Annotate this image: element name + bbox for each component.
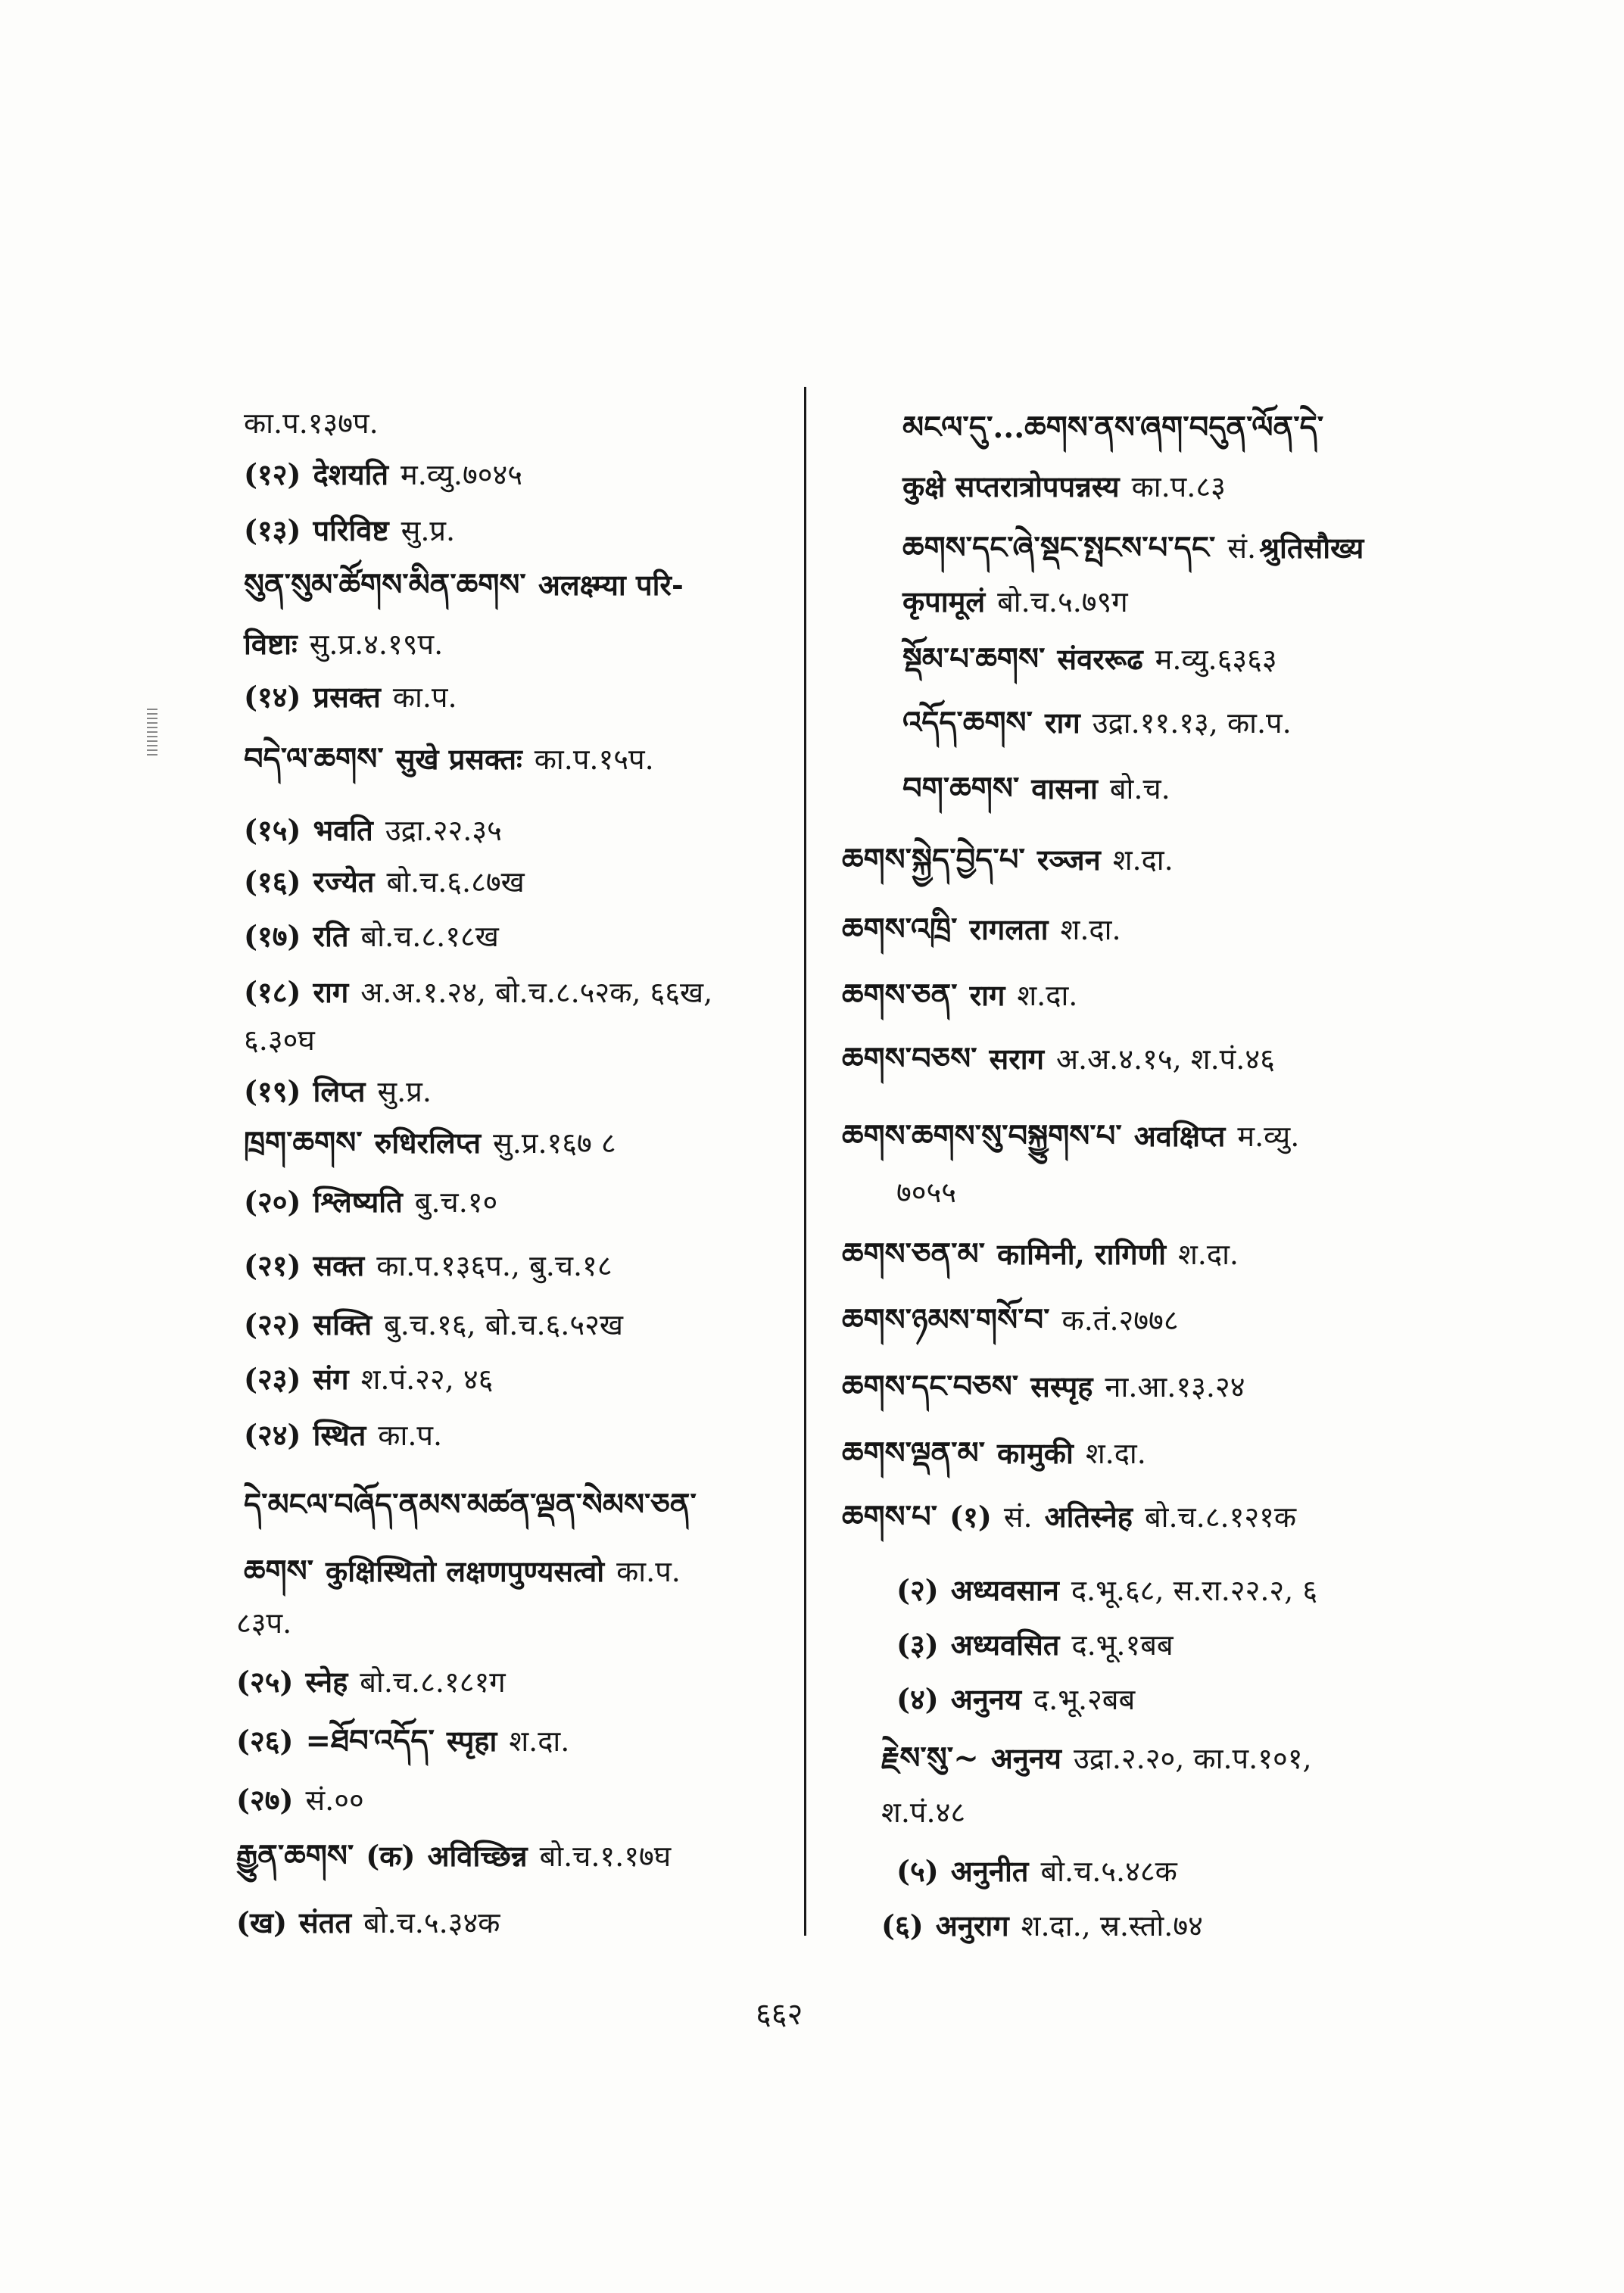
reference: सु.प्र.१६७ ८ [493, 1126, 616, 1160]
right-line-15 [842, 1368, 1257, 1406]
sanskrit-term: लिप्त [313, 1074, 366, 1108]
reference: ७०५५ [896, 1176, 957, 1209]
left-line-11 [244, 1021, 327, 1059]
left-line-14 [244, 1183, 510, 1221]
right-line-10 [842, 1040, 1287, 1078]
left-line-12 [244, 1073, 444, 1111]
sense-number: (२५) [236, 1665, 294, 1699]
right-line-2 [902, 529, 1376, 567]
sense-number: (३) [896, 1628, 939, 1662]
reference: ८३प. [236, 1606, 292, 1640]
reference: श.दा. [1112, 843, 1174, 877]
reference: बो.च. [1109, 772, 1170, 805]
sanskrit-term: अध्यवसान [950, 1573, 1059, 1607]
reference: म.व्यु.७०४५ [401, 458, 523, 491]
reference: का.प.८३ [1131, 470, 1226, 503]
left-line-19 [244, 1486, 709, 1524]
reference: का.प. [378, 1419, 443, 1452]
reference: श.दा. [1177, 1238, 1239, 1271]
sanskrit-term: सस्पृह [1030, 1369, 1093, 1404]
sanskrit-term: कुक्षिस्थितो लक्षणपुण्यसत्वो [326, 1554, 605, 1588]
reference: श.दा. [509, 1724, 570, 1758]
left-line-5 [244, 678, 469, 716]
reference: सु.प्र. [401, 514, 456, 547]
sense-number: (१३) [244, 513, 301, 547]
reference: का.प. [616, 1555, 681, 1588]
tibetan-term: ཆགས་ཅན་ [842, 977, 958, 1013]
right-line-17 [842, 1498, 1308, 1536]
tibetan-term: ཆགས་ [244, 1553, 314, 1589]
right-line-12 [896, 1173, 968, 1211]
prefix-label: सं. [1227, 531, 1257, 565]
right-line-9 [842, 977, 1089, 1014]
right-line-20 [896, 1681, 1147, 1718]
prefix-label: सं. [1003, 1500, 1033, 1534]
sense-number: (२३) [244, 1362, 301, 1396]
reference: उद्रा.२.२०, का.प.१०१, [1073, 1742, 1312, 1775]
sanskrit-term: रति [313, 919, 349, 953]
sanskrit-term: रुधिरलिप्त [374, 1126, 482, 1160]
sense-number: (१५) [244, 813, 301, 847]
sanskrit-term: भवति [313, 813, 373, 847]
sense-number: (२४) [244, 1418, 301, 1452]
tibetan-term: ཆགས་ཆགས་སུ་བསྐྱུགས་པ་ [842, 1118, 1122, 1154]
left-line-0 [244, 404, 391, 442]
left-line-1 [244, 456, 535, 494]
sense-number: (२६) [236, 1724, 294, 1758]
reference: बो.च.५.३४क [363, 1906, 500, 1939]
sense-number: (४) [896, 1682, 939, 1716]
sanskrit-term: श्लिष्यति [313, 1185, 403, 1219]
sanskrit-term: सक्ति [313, 1307, 372, 1341]
sanskrit-term: संतत [299, 1905, 352, 1939]
right-line-1 [902, 468, 1238, 506]
reference: का.प.१३६प., बु.च.१८ [376, 1249, 613, 1282]
reference: द.भू.६८, स.रा.२२.२, ६ [1071, 1574, 1318, 1607]
reference: ना.आ.१३.२४ [1105, 1370, 1245, 1404]
tibetan-term: མངལ་དུ་...ཆགས་ནས་ཞག་བདུན་ལོན་དེ་ [902, 410, 1324, 445]
tibetan-term: ཆགས་དང་ཞེ་སྡང་སྤངས་པ་དང་ [902, 530, 1216, 565]
sanskrit-term: राग [969, 978, 1005, 1012]
sanskrit-term: सक्त [313, 1248, 365, 1282]
reference: श.दा. [1085, 1437, 1146, 1470]
reference: श.पं.२२, ४६ [360, 1363, 494, 1396]
sanskrit-term: अतिस्नेह [1044, 1500, 1133, 1534]
sanskrit-term: अविच्छिन्न [427, 1839, 528, 1873]
right-line-18 [896, 1572, 1329, 1609]
sanskrit-term: अनुराग [935, 1908, 1009, 1943]
tibetan-term: ཆགས་འཁྲི་ [842, 911, 958, 947]
left-line-13 [244, 1124, 628, 1162]
tibetan-term: དེ་མངལ་བཞོད་ནམས་མཚན་ལྡན་སེམས་ཅན་ [244, 1487, 697, 1522]
left-line-17 [244, 1360, 505, 1398]
reference: श.दा. [1017, 979, 1078, 1012]
reference: बो.च.६.८७ख [386, 865, 525, 899]
right-line-23 [896, 1852, 1189, 1890]
right-line-21 [881, 1740, 1324, 1777]
reference: का.प.१३७प. [244, 407, 379, 440]
sanskrit-term: परिविष्ट [313, 513, 389, 547]
reference: बु.च.१० [414, 1185, 498, 1219]
tibetan-term: བདེ་ལ་ཆགས་ [244, 741, 384, 777]
reference: सं.०० [305, 1784, 364, 1817]
left-line-9 [244, 918, 511, 955]
sanskrit-term: रञ्जन [1036, 843, 1101, 877]
reference: बो.च.५.४८क [1040, 1855, 1177, 1888]
tibetan-term: ཁྲག་ཆགས་ [244, 1125, 363, 1161]
sanskrit-term: विष्टाः [244, 627, 298, 661]
sense-number: (१) [949, 1500, 992, 1534]
reference: श.दा., स्र.स्तो.७४ [1021, 1909, 1203, 1943]
reference: श.दा. [1060, 913, 1121, 946]
tibetan-term: སུན་སུམ་ཚོགས་མིན་ཆགས་ [244, 567, 526, 603]
sense-number: (१४) [244, 680, 301, 714]
left-line-8 [244, 863, 537, 901]
sanskrit-term: अनुनीत [950, 1854, 1029, 1888]
sanskrit-term: राग [313, 975, 349, 1009]
left-line-3 [244, 566, 696, 604]
sanskrit-term: देशयति [313, 457, 389, 491]
right-line-11 [842, 1117, 1311, 1155]
sense-number: (२७) [236, 1783, 294, 1817]
left-line-25 [236, 1837, 683, 1875]
left-line-20 [244, 1553, 693, 1590]
sanskrit-term: अध्यवसित [950, 1628, 1060, 1662]
right-line-22 [881, 1793, 977, 1831]
right-line-5 [902, 704, 1304, 742]
sanskrit-term: सराग [989, 1042, 1044, 1076]
sanskrit-term: सुखे प्रसक्तः [395, 742, 522, 776]
right-line-0 [902, 409, 1336, 447]
page-number: ६६२ [756, 1997, 803, 2032]
sanskrit-term: संवररूढ [1057, 642, 1143, 676]
reference: द.भू.२बब [1033, 1683, 1136, 1716]
left-line-6 [244, 740, 666, 778]
sense-number: (२०) [244, 1185, 301, 1219]
reference: म.व्यु. [1237, 1120, 1300, 1153]
left-line-15 [244, 1247, 625, 1285]
left-line-23 [236, 1722, 581, 1760]
tibetan-term: རྗེས་སུ་~ [881, 1740, 979, 1776]
tibetan-term: ཆགས་པ་ [842, 1499, 938, 1534]
sense-number: (१७) [244, 919, 301, 953]
reference: बो.च.१.१७घ [539, 1840, 672, 1873]
sense-number: (१२) [244, 457, 301, 491]
sanskrit-term: अलक्ष्म्या परि- [538, 568, 684, 602]
tibetan-term: རྒྱུན་ཆགས་ [236, 1838, 354, 1874]
sanskrit-term: रज्येत [313, 865, 375, 899]
column-divider [804, 387, 806, 1936]
left-line-26 [236, 1904, 512, 1942]
reference: बु.च.१६, बो.च.६.५२ख [384, 1308, 623, 1341]
reference: उद्रा.२२.३५ [385, 814, 502, 847]
right-line-6 [902, 770, 1183, 808]
right-line-16 [842, 1435, 1158, 1472]
reference: का.प. [392, 681, 457, 714]
reference: क.तं.२७७८ [1061, 1304, 1179, 1337]
reference: अ.अ.१.२४, बो.च.८.५२क, ६६ख, [360, 976, 713, 1009]
left-line-22 [236, 1663, 518, 1701]
tibetan-term: ཆགས་དང་བཅས་ [842, 1369, 1019, 1404]
margin-tick-marks [147, 709, 157, 756]
sanskrit-term: स्नेह [305, 1665, 348, 1699]
reference: बो.च.८.१२१क [1144, 1500, 1297, 1534]
sense-number: (१६) [244, 865, 301, 899]
tibetan-term: ཆགས་ཅན་མ་ [842, 1236, 986, 1272]
right-line-3 [902, 583, 1140, 621]
sanskrit-term: अवक्षिप्त [1133, 1119, 1226, 1153]
left-line-16 [244, 1306, 635, 1344]
sanskrit-term: संग [313, 1362, 349, 1396]
reference: उद्रा.११.१३, का.प. [1092, 706, 1292, 740]
sanskrit-term: कामुकी [997, 1436, 1074, 1470]
sense-number: (ख) [236, 1905, 288, 1939]
sense-number: (५) [896, 1854, 939, 1888]
sense-number: (१९) [244, 1074, 301, 1108]
sanskrit-term: रागलता [969, 912, 1049, 946]
reference: श.पं.४८ [881, 1796, 966, 1829]
sanskrit-term: श्रुतिसौख्य [1259, 531, 1364, 565]
reference: सु.प्र.४.१९प. [309, 628, 444, 661]
sanskrit-term: कुक्षे सप्तरात्रोपपन्नस्य [902, 469, 1120, 503]
tibetan-term: ཆགས་སྐྱེད་བྱེད་པ་ [842, 842, 1025, 877]
sanskrit-term: अनुनय [990, 1741, 1061, 1775]
reference: का.प.१५प. [534, 743, 654, 776]
sense-number: (६) [881, 1908, 924, 1943]
sense-number: (१८) [244, 975, 301, 1009]
right-line-24 [881, 1907, 1215, 1945]
reference: म.व्यु.६३६३ [1155, 643, 1277, 676]
sanskrit-term: राग [1044, 706, 1080, 740]
left-line-2 [244, 512, 467, 550]
sense-number: (२) [896, 1573, 939, 1607]
right-line-13 [842, 1235, 1251, 1273]
tibetan-term: =ཐོབ་འདོད་ [305, 1723, 435, 1759]
left-line-4 [244, 625, 455, 663]
left-line-7 [244, 812, 514, 849]
tibetan-term: ཆགས་བཅས་ [842, 1041, 977, 1076]
tibetan-term: སྡོམ་པ་ཆགས་ [902, 641, 1046, 677]
right-line-4 [902, 640, 1289, 678]
tibetan-term: བག་ཆགས་ [902, 771, 1020, 806]
left-line-24 [236, 1781, 376, 1819]
sanskrit-term: प्रसक्त [313, 680, 381, 714]
reference: अ.अ.४.१५, श.पं.४६ [1056, 1042, 1275, 1076]
sense-number: (२१) [244, 1248, 301, 1282]
sanskrit-term: स्थित [313, 1418, 366, 1452]
sense-number: (क) [366, 1839, 416, 1873]
reference: बो.च.८.१८१ग [360, 1665, 506, 1699]
tibetan-term: ཆགས་ལྡན་མ་ [842, 1435, 986, 1471]
reference: ६.३०घ [244, 1023, 315, 1057]
sanskrit-term: अनुनय [950, 1682, 1021, 1716]
sense-number: (२२) [244, 1307, 301, 1341]
sanskrit-term: कृपामूलं [902, 584, 986, 618]
right-line-19 [896, 1626, 1186, 1664]
reference: सु.प्र. [377, 1075, 432, 1108]
left-line-10 [244, 974, 725, 1011]
tibetan-term: ཆགས་ཉམས་གསོ་བ་ [842, 1302, 1050, 1338]
right-line-14 [842, 1301, 1191, 1339]
right-line-7 [842, 841, 1186, 879]
reference: बो.च.५.७९ग [997, 585, 1128, 618]
sanskrit-term: वासना [1031, 771, 1098, 805]
tibetan-term: འདོད་ཆགས་ [902, 705, 1033, 740]
reference: बो.च.८.१८ख [360, 920, 499, 953]
left-line-18 [244, 1416, 454, 1454]
left-line-21 [236, 1604, 304, 1642]
reference: द.भू.१बब [1071, 1628, 1174, 1662]
right-line-8 [842, 911, 1133, 949]
sanskrit-term: स्पृहा [446, 1724, 497, 1758]
sanskrit-term: कामिनी, रागिणी [997, 1237, 1166, 1271]
